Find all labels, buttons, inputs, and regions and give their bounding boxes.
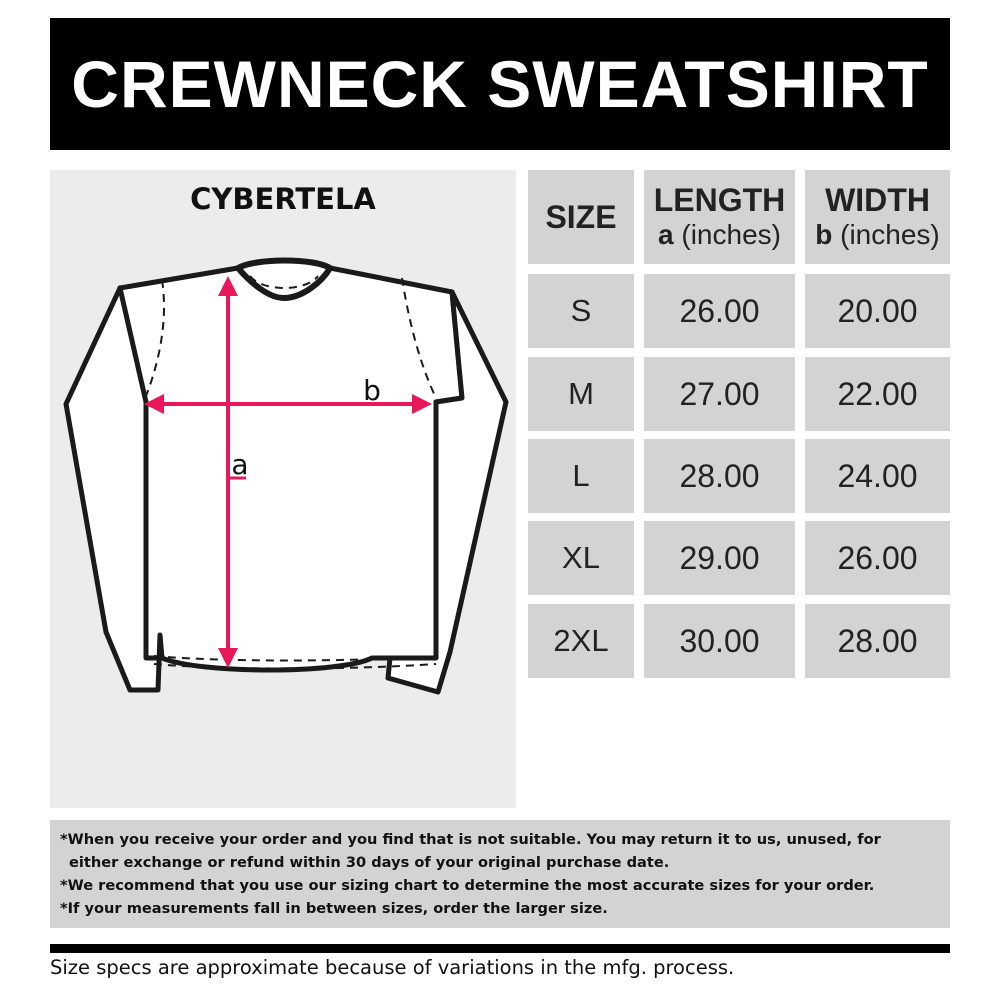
page-title: CREWNECK SWEATSHIRT [71, 47, 929, 121]
size-cell: S [528, 274, 634, 348]
sweatshirt-outline-icon [66, 261, 506, 693]
header-width [805, 170, 950, 264]
header-width-unit: b (inches) [815, 219, 940, 250]
size-cell: M [528, 357, 634, 431]
title-banner [50, 18, 950, 150]
width-marker-label: b [363, 374, 381, 407]
size-cell: L [528, 439, 634, 513]
notes-box [50, 820, 950, 928]
brand-name: CYBERTELA [190, 182, 376, 216]
divider [50, 944, 950, 953]
length-cell: 30.00 [644, 604, 795, 678]
width-cell: 22.00 [805, 357, 950, 431]
sweatshirt-diagram [50, 170, 516, 808]
header-width-title: WIDTH [825, 182, 930, 218]
width-cell: 28.00 [805, 604, 950, 678]
length-marker-label: a [231, 448, 249, 481]
note-line: either exchange or refund within 30 days of your original purchase date. [69, 854, 670, 871]
note-line: *When you receive your order and you find that is not suitable. You may return it to us, unused, for [60, 831, 881, 848]
width-cell: 24.00 [805, 439, 950, 513]
length-cell: 29.00 [644, 521, 795, 595]
width-cell: 26.00 [805, 521, 950, 595]
size-cell: XL [528, 521, 634, 595]
diagram-panel [50, 170, 516, 808]
footer-disclaimer: Size specs are approximate because of variations in the mfg. process. [50, 956, 735, 979]
header-length [644, 170, 795, 264]
header-size: SIZE [528, 170, 634, 264]
length-cell: 27.00 [644, 357, 795, 431]
size-cell: 2XL [528, 604, 634, 678]
header-length-unit: a (inches) [658, 219, 781, 250]
length-cell: 28.00 [644, 439, 795, 513]
header-length-title: LENGTH [653, 182, 786, 218]
note-line: *If your measurements fall in between sizes, order the larger size. [60, 900, 608, 917]
width-cell: 20.00 [805, 274, 950, 348]
note-line: *We recommend that you use our sizing chart to determine the most accurate sizes for your order. [60, 877, 875, 894]
length-cell: 26.00 [644, 274, 795, 348]
